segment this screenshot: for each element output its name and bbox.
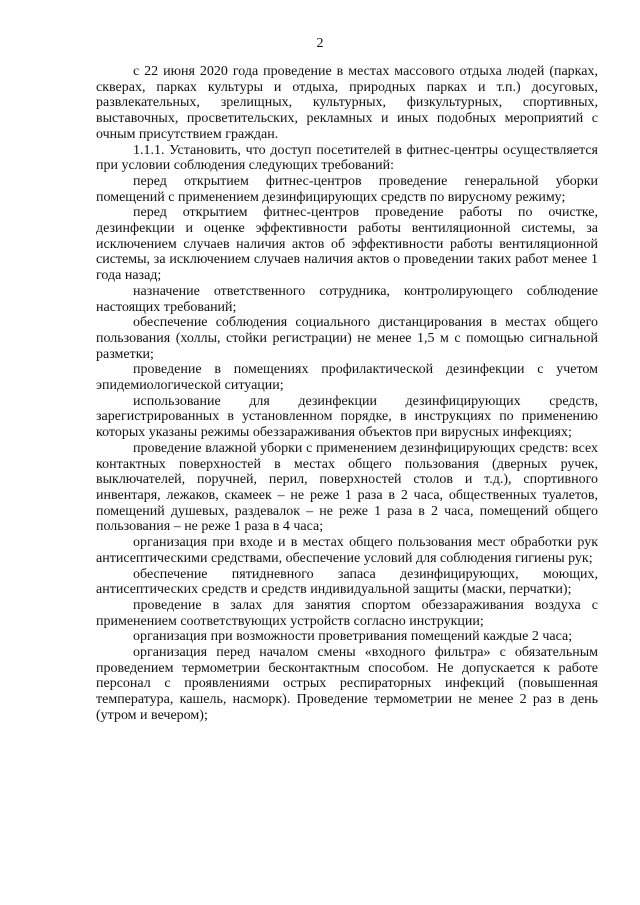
paragraph: перед открытием фитнес-центров проведение генеральной уборки помещений с применением дезинфицирующих средств по вирусному режиму; (96, 173, 598, 205)
paragraph: организация при возможности проветривания помещений каждые 2 часа; (133, 629, 573, 645)
paragraph: организация перед началом смены «входного фильтра» с обязательным проведением термометрии бесконтактным способом. Не допускается к работе персонал с проявлениями острых респираторных инфекций (повышенная температура, кашель, насморк). Проведение термометрии не менее 2 раз в день (утром и вечером); (96, 645, 598, 723)
paragraph: использование для дезинфекции дезинфицирующих средств, зарегистрированных в установленном порядке, в инструкциях по применению которых указаны режимы обеззараживания объектов при вирусных инфекциях; (96, 393, 598, 441)
paragraph: 1.1.1. Установить, что доступ посетителей в фитнес-центры осуществляется при условии соблюдения следующих требований: (96, 142, 598, 174)
paragraph: проведение в помещениях профилактической дезинфекции с учетом эпидемиологической ситуации; (96, 362, 598, 394)
document-body (96, 64, 598, 724)
paragraph: назначение ответственного сотрудника, контролирующего соблюдение настоящих требований; (96, 283, 598, 315)
paragraph: проведение влажной уборки с применением дезинфицирующих средств: всех контактных поверхностей в местах общего пользования (дверных ручек, выключателей, поручней, перил, поверхностей столов и т.д.), спортивного инвентаря, лежаков, скамеек – не реже 1 раза в 2 часа, общественных туалетов, помещений душевых, раздевалок – не реже 1 раза в 2 часа, помещений общего пользования – не реже 1 раза в 4 часа; (96, 440, 598, 535)
paragraph: обеспечение пятидневного запаса дезинфицирующих, моющих, антисептических средств и средств индивидуальной защиты (маски, перчатки); (96, 566, 598, 598)
paragraph: с 22 июня 2020 года проведение в местах массового отдыха людей (парках, скверах, парках культуры и отдыха, природных парках и т.п.) досуговых, развлекательных, зрелищных, культурных, физкультурных, спортивных, выставочных, просветительских, рекламных и иных подобных мероприятий с очным присутствием граждан. (96, 64, 598, 142)
paragraph: проведение в залах для занятия спортом обеззараживания воздуха с применением соответствующих устройств согласно инструкции; (96, 597, 598, 629)
page-number: 2 (316, 36, 324, 51)
paragraph: организация при входе и в местах общего пользования мест обработки рук антисептическими средствами, обеспечение условий для соблюдения гигиены рук; (96, 535, 598, 566)
paragraph: обеспечение соблюдения социального дистанцирования в местах общего пользования (холлы, стойки регистрации) не менее 1,5 м с помощью сигнальной разметки; (96, 315, 598, 362)
paragraph: перед открытием фитнес-центров проведение работы по очистке, дезинфекции и оценке эффективности работы вентиляционной системы, за исключением случаев наличия актов об эффективности работы вентиляционной системы, за исключением случаев наличия актов о проведении таких работ менее 1 года назад; (96, 205, 598, 284)
